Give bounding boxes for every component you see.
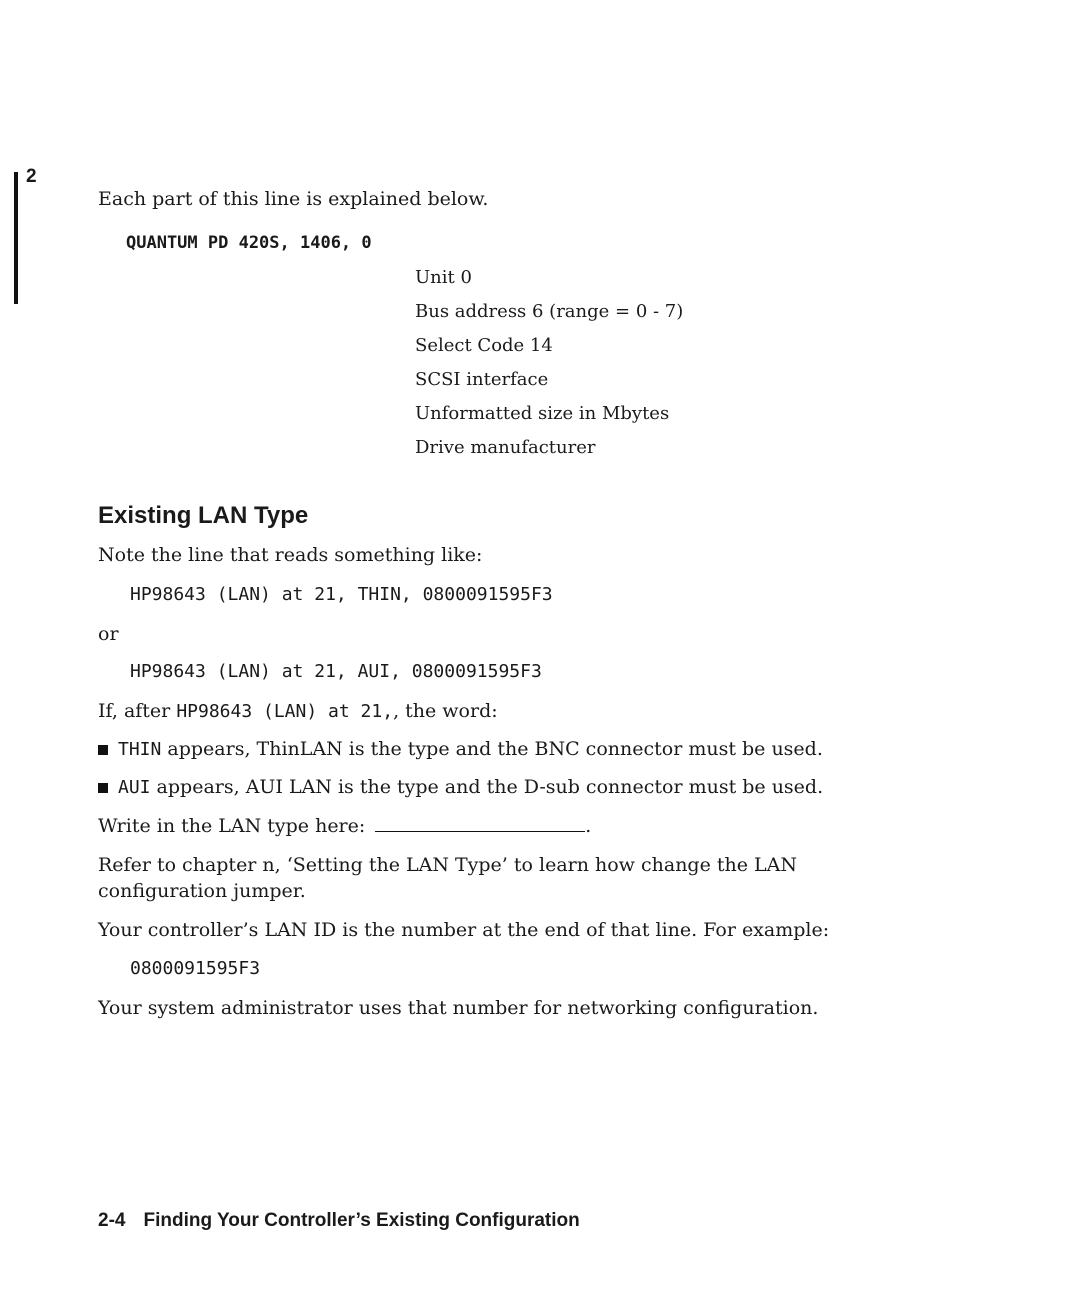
- bullet-marker: [98, 783, 108, 793]
- bullet-thin: [118, 737, 823, 762]
- example-config-line: QUANTUM PD 420S, 1406, 0: [126, 233, 372, 253]
- if-paragraph-before: If, after: [98, 700, 177, 722]
- callout-manufacturer: Drive manufacturer: [415, 437, 596, 458]
- bullet-thin-code: THIN: [118, 739, 162, 760]
- if-paragraph: [98, 699, 498, 724]
- write-in-end: .: [585, 815, 592, 837]
- footer-page-number: 2-4: [98, 1210, 126, 1231]
- write-in-text: Write in the LAN type here:: [98, 815, 366, 837]
- lan-example-aui: HP98643 (LAN) at 21, AUI, 0800091595F3: [130, 661, 542, 682]
- lan-id-example: 0800091595F3: [130, 958, 261, 979]
- callout-unit: Unit 0: [415, 267, 472, 288]
- bullet-aui: [118, 775, 823, 800]
- bullet-thin-text: appears, ThinLAN is the type and the BNC connector must be used.: [161, 738, 823, 760]
- write-in-blank-field[interactable]: [375, 831, 585, 832]
- lan-example-thin: HP98643 (LAN) at 21, THIN, 0800091595F3: [130, 584, 553, 605]
- or-text: or: [98, 623, 119, 645]
- chapter-tab-number: 2: [26, 166, 37, 187]
- if-paragraph-after: , the word:: [393, 700, 498, 722]
- intro-text: Each part of this line is explained below.: [98, 188, 489, 210]
- callout-size: Unformatted size in Mbytes: [415, 403, 670, 424]
- bullet-marker: [98, 745, 108, 755]
- if-paragraph-code: HP98643 (LAN) at 21,: [176, 701, 394, 722]
- page-footer: [98, 1210, 580, 1232]
- refer-paragraph-line-2: configuration jumper.: [98, 880, 306, 902]
- callout-bus-address: Bus address 6 (range = 0 - 7): [415, 301, 684, 322]
- lan-id-paragraph: Your controller’s LAN ID is the number at the end of that line. For example:: [98, 919, 830, 941]
- footer-title: Finding Your Controller’s Existing Configuration: [143, 1210, 580, 1231]
- refer-paragraph-line-1: Refer to chapter n, ‘Setting the LAN Type’ to learn how change the LAN: [98, 854, 797, 876]
- callout-interface: SCSI interface: [415, 369, 549, 390]
- callout-select-code: Select Code 14: [415, 335, 553, 356]
- chapter-bar: [14, 172, 18, 304]
- bullet-aui-text: appears, AUI LAN is the type and the D-sub connector must be used.: [150, 776, 824, 798]
- write-in-line: [98, 814, 591, 838]
- admin-paragraph: Your system administrator uses that number for networking configuration.: [98, 997, 819, 1019]
- section-heading: Existing LAN Type: [98, 502, 309, 529]
- bullet-aui-code: AUI: [118, 777, 151, 798]
- note-line: Note the line that reads something like:: [98, 544, 483, 566]
